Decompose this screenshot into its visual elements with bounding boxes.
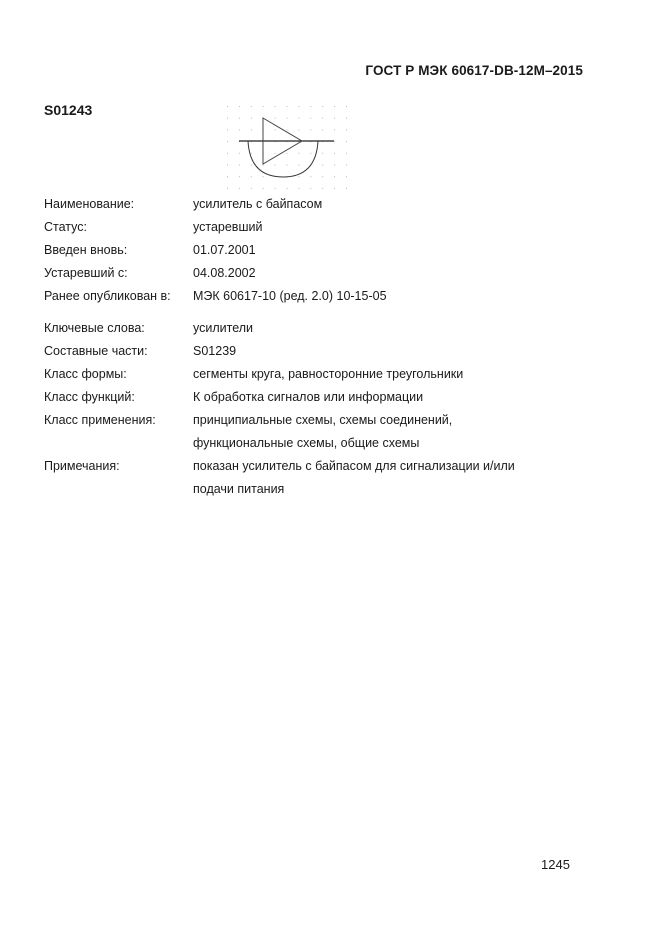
field-label: Статус: — [44, 220, 87, 234]
field-value: К обработка сигналов или информации — [193, 390, 424, 404]
field-value: показан усилитель с байпасом для сигнализации и/или — [193, 459, 515, 473]
page-number: 1245 — [541, 857, 570, 872]
field-value: 04.08.2002 — [193, 266, 256, 280]
field-value: сегменты круга, равносторонние треугольники — [193, 367, 464, 381]
field-value: S01239 — [193, 344, 237, 358]
document-header: ГОСТ Р МЭК 60617-DB-12M–2015 — [365, 63, 583, 78]
field-value: усилитель с байпасом — [193, 197, 323, 211]
field-value: подачи питания — [193, 482, 285, 496]
field-label: Класс формы: — [44, 367, 127, 381]
field-label: Ключевые слова: — [44, 321, 145, 335]
amplifier-with-bypass-symbol-icon — [222, 100, 352, 192]
field-label: Ранее опубликован в: — [44, 289, 171, 303]
field-value: устаревший — [193, 220, 263, 234]
field-label: Класс функций: — [44, 390, 135, 404]
symbol-code: S01243 — [44, 102, 93, 118]
field-label: Наименование: — [44, 197, 135, 211]
field-value: функциональные схемы, общие схемы — [193, 436, 420, 450]
field-label: Устаревший с: — [44, 266, 128, 280]
field-label: Составные части: — [44, 344, 148, 358]
field-value: 01.07.2001 — [193, 243, 256, 257]
field-value: принципиальные схемы, схемы соединений, — [193, 413, 453, 427]
field-value: усилители — [193, 321, 254, 335]
field-label: Введен вновь: — [44, 243, 128, 257]
field-label: Примечания: — [44, 459, 120, 473]
field-label: Класс применения: — [44, 413, 156, 427]
field-value: МЭК 60617-10 (ред. 2.0) 10-15-05 — [193, 289, 387, 303]
